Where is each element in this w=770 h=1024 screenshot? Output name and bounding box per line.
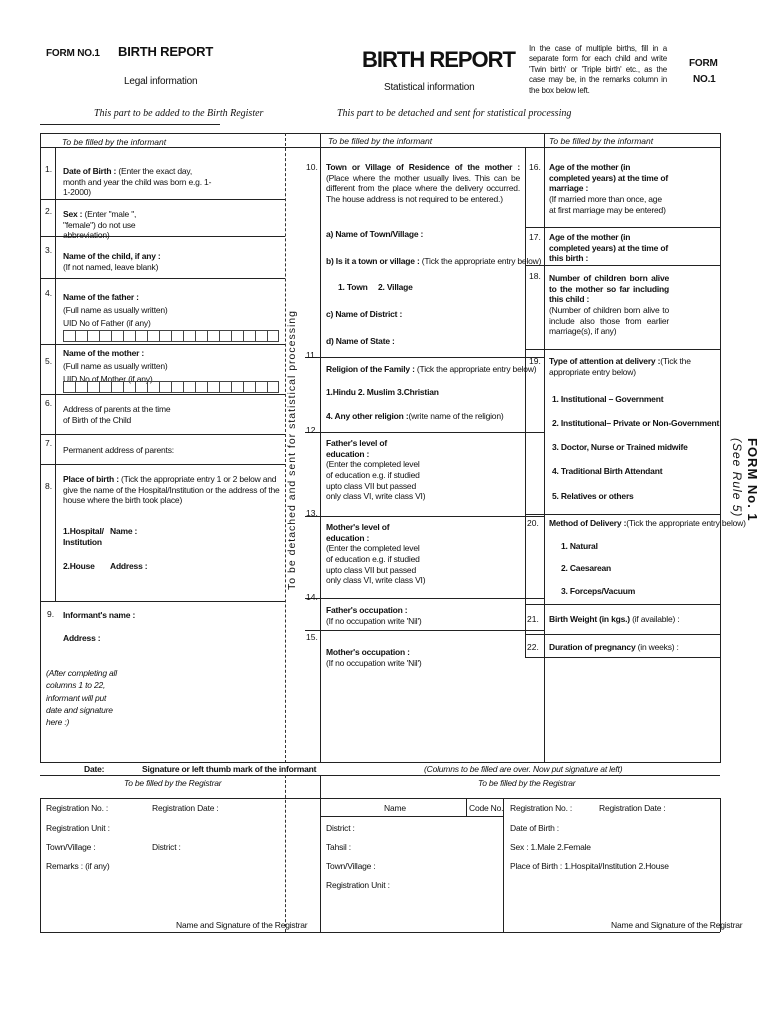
registrar-detach-line <box>285 775 286 932</box>
child-name-label: Name of the child, if any : <box>63 251 161 261</box>
attention-at-delivery-label: Type of attention at delivery :(Tick the appropriate entry below) <box>549 356 691 377</box>
row-sep <box>525 657 720 658</box>
item-number: 20. <box>527 518 539 528</box>
row-sep <box>40 601 285 602</box>
father-education-label: Father's level of education : (Enter the completed level of education e.g. if studied upto class VII but passed only class VI, write class VI) <box>326 438 426 502</box>
row-sep <box>305 516 544 517</box>
registrar-bottom-rule <box>40 932 720 933</box>
mid-town-label: Town/Village : <box>326 861 376 871</box>
registrar-signature-right: Name and Signature of the Registrar <box>611 920 743 930</box>
item-number: 2. <box>45 206 53 216</box>
children-born-label: Number of children born alive to the mother so far including this child : (Number of children born alive to include also those from earlier marriage(s), if any) <box>549 273 669 337</box>
item-number: 11. <box>306 350 318 360</box>
registration-unit-label: Registration Unit : <box>46 823 110 833</box>
columns-over-note: (Columns to be filled are over. Now put signature at left) <box>424 764 623 774</box>
item-number: 3. <box>45 245 53 255</box>
right-registration-no-label: Registration No. : <box>510 803 573 813</box>
left-title: BIRTH REPORT <box>118 44 214 59</box>
child-name-hint: (If not named, leave blank) <box>63 262 159 272</box>
district-label: c) Name of District : <box>326 309 403 319</box>
registrar-border-left <box>40 798 41 932</box>
registrar-divider <box>466 798 467 816</box>
date-label: Date: <box>84 764 105 774</box>
registrar-divider <box>320 775 321 932</box>
row-sep <box>525 349 720 350</box>
signature-label: Signature or left thumb mark of the informant <box>142 764 317 774</box>
birth-weight-label: Birth Weight (in kgs.) (if available) : <box>549 614 680 624</box>
right-form-no: NO.1 <box>693 74 716 85</box>
right-number-col <box>525 147 526 657</box>
right-registration-date-label: Registration Date : <box>599 803 666 813</box>
left-number-col <box>55 147 56 601</box>
delivery-option-1[interactable]: 1. Natural <box>561 541 598 551</box>
remarks-label: Remarks : (if any) <box>46 861 110 871</box>
item-number: 17. <box>529 232 541 242</box>
age-at-marriage-label: Age of the mother (in completed years) at the time of marriage : (If married more than once, age at first marriage may be entered) <box>549 162 668 215</box>
attention-option-5[interactable]: 5. Relatives or others <box>552 491 634 501</box>
row-sep <box>40 278 285 279</box>
side-rule: (See Rule 5) <box>730 438 744 518</box>
informant-name-label: Informant's name : <box>63 610 136 620</box>
left-note: This part to be added to the Birth Register <box>94 108 264 119</box>
mother-uid-boxes[interactable] <box>63 381 279 393</box>
row-sep <box>305 598 544 599</box>
father-uid-boxes[interactable] <box>63 330 279 342</box>
mid-name-label: Name <box>384 803 406 813</box>
town-or-village-label: b) Is it a town or village : (Tick the appropriate entry below) <box>326 256 542 266</box>
row-sep <box>40 344 285 345</box>
row-sep <box>305 357 544 358</box>
house-address-label: Address : <box>110 561 148 571</box>
attention-option-1[interactable]: 1. Institutional – Government <box>552 394 664 404</box>
informant-address-label: Address : <box>63 633 101 643</box>
mid-registration-unit-label: Registration Unit : <box>326 880 390 890</box>
tahsil-label: Tahsil : <box>326 842 351 852</box>
religion-label: Religion of the Family : (Tick the appropriate entry below) <box>326 364 537 374</box>
state-label: d) Name of State : <box>326 336 395 346</box>
left-subtitle: Legal information <box>124 76 198 87</box>
mother-name-hint: (Full name as usually written) <box>63 361 168 371</box>
item-number: 10. <box>306 162 318 172</box>
delivery-option-2[interactable]: 2. Caesarean <box>561 563 612 573</box>
item-number: 19. <box>529 356 541 366</box>
attention-option-3[interactable]: 3. Doctor, Nurse or Trained midwife <box>552 442 688 452</box>
row-sep <box>305 432 544 433</box>
mid-title: BIRTH REPORT <box>362 47 515 72</box>
item-number: 15. <box>306 632 318 642</box>
item-number: 14. <box>306 592 318 602</box>
right-form-label: FORM <box>689 58 718 69</box>
row-sep <box>525 227 720 228</box>
hospital-name-label: Name : <box>110 526 138 536</box>
signature-rule-2 <box>40 775 720 776</box>
date-of-birth-field: Date of Birth : <box>510 823 559 833</box>
delivery-option-3[interactable]: 3. Forceps/Vacuum <box>561 586 636 596</box>
hospital-option[interactable]: 1.Hospital/ Institution <box>63 526 104 547</box>
row-sep <box>40 434 285 435</box>
row-sep <box>525 514 720 515</box>
row-sep <box>305 630 544 631</box>
item-number: 9. <box>47 609 55 619</box>
other-religion-label: 4. Any other religion :(write name of the religion) <box>326 411 504 421</box>
item-number: 22. <box>527 642 539 652</box>
right-border <box>720 133 721 763</box>
registrar-name-rule <box>320 816 503 817</box>
place-of-birth-label: Place of birth : (Tick the appropriate entry 1 or 2 below and give the name of the Hospital/Institution or the address of the house where the birth took place) <box>63 474 280 506</box>
row-sep <box>40 394 285 395</box>
house-option[interactable]: 2.House <box>63 561 95 571</box>
registration-date-label: Registration Date : <box>152 803 219 813</box>
registrar-left-header: To be filled by the Registrar <box>124 778 222 788</box>
item-number: 7. <box>45 438 53 448</box>
item-number: 4. <box>45 288 53 298</box>
permanent-address-label: Permanent address of parents: <box>63 445 174 455</box>
religion-options[interactable]: 1.Hindu 2. Muslim 3.Christian <box>326 387 439 397</box>
sex-field: Sex : 1.Male 2.Female <box>510 842 591 852</box>
item-number: 16. <box>529 162 541 172</box>
mother-education-label: Mother's level of education : (Enter the completed level of education e.g. if studied upto class VII but passed only class VI, write class VI) <box>326 522 426 586</box>
residence-label: Town or Village of Residence of the mother : (Place where the mother usually lives. This can be different from the place where the delivery occurred. The house address is not required to be entered.) <box>326 162 520 204</box>
village-option[interactable]: 2. Village <box>378 282 413 292</box>
mid-district-label: District : <box>326 823 355 833</box>
place-of-birth-field: Place of Birth : 1.Hospital/Institution 2.House <box>510 861 669 871</box>
attention-option-2[interactable]: 2. Institutional– Private or Non-Government <box>552 418 720 428</box>
sex-label: Sex : (Enter "male ", "female") do not use abbreviation) <box>63 209 137 241</box>
item-number: 1. <box>45 164 53 174</box>
mother-name-label: Name of the mother : <box>63 348 145 358</box>
father-name-hint: (Full name as usually written) <box>63 305 168 315</box>
multi-birth-note: In the case of multiple births, fill in a separate form for each child and write 'Twin birth' or 'Triple birth' etc., as the case may be, in the remarks column in the box below left. <box>529 44 667 95</box>
signature-rule <box>40 762 720 763</box>
left-col-header: To be filled by the informant <box>62 137 167 147</box>
right-col-header: To be filled by the informant <box>549 136 654 146</box>
item-number: 13. <box>306 508 318 518</box>
mother-uid-label: UID No of Mother (if any) <box>63 374 153 384</box>
code-no-label: Code No. <box>469 803 504 813</box>
after-completing-note: (After completing all columns 1 to 22, informant will put date and signature here :) <box>46 668 117 728</box>
mid-note: This part to be detached and sent for statistical processing <box>337 108 572 119</box>
row-sep <box>40 464 285 465</box>
left-border <box>40 133 41 763</box>
item-number: 8. <box>45 481 53 491</box>
mother-occupation-label: Mother's occupation : (If no occupation write 'Nil') <box>326 647 422 668</box>
town-village-name-label: a) Name of Town/Village : <box>326 229 424 239</box>
side-form-no: FORM No. 1 <box>745 438 760 522</box>
father-name-label: Name of the father : <box>63 292 139 302</box>
father-occupation-label: Father's occupation : (If no occupation write 'Nil') <box>326 605 422 626</box>
detach-vertical-text: To be detached and sent for statistical processing <box>286 310 298 590</box>
pregnancy-duration-label: Duration of pregnancy (in weeks) : <box>549 642 679 652</box>
mid-col-left <box>320 133 321 763</box>
top-rule <box>40 133 720 134</box>
father-uid-label: UID No of Father (if any) <box>63 318 151 328</box>
item-number: 6. <box>45 398 53 408</box>
row-sep <box>525 604 720 605</box>
parents-address-label: Address of parents at the time of Birth of the Child <box>63 404 171 425</box>
mid-subtitle: Statistical information <box>384 82 475 93</box>
row-sep <box>525 634 720 635</box>
registrar-signature-left: Name and Signature of the Registrar <box>176 920 308 930</box>
date-of-birth-label: Date of Birth : (Enter the exact day, month and year the child was born e.g. 1-1-2000) <box>63 166 212 198</box>
registrar-border-right <box>720 798 721 932</box>
town-village-label: Town/Village : <box>46 842 96 852</box>
item-number: 18. <box>529 271 541 281</box>
registrar-right-header: To be filled by the Registrar <box>478 778 576 788</box>
item-number: 12. <box>306 425 318 435</box>
row-sep <box>40 199 285 200</box>
attention-option-4[interactable]: 4. Traditional Birth Attendant <box>552 466 663 476</box>
age-at-birth-label: Age of the mother (in completed years) at the time of this birth : <box>549 232 668 264</box>
item-number: 5. <box>45 356 53 366</box>
top-rule-left <box>40 124 220 125</box>
registrar-top-rule <box>40 798 720 799</box>
item-number: 21. <box>527 614 539 624</box>
district-label-left: District : <box>152 842 181 852</box>
mid-col-header: To be filled by the informant <box>328 136 433 146</box>
row-sep <box>525 265 720 266</box>
registrar-divider <box>503 798 504 932</box>
delivery-method-label: Method of Delivery :(Tick the appropriate entry below) <box>549 518 746 528</box>
town-option[interactable]: 1. Town <box>338 282 368 292</box>
registration-no-label: Registration No. : <box>46 803 109 813</box>
left-form-no: FORM NO.1 <box>46 48 100 59</box>
